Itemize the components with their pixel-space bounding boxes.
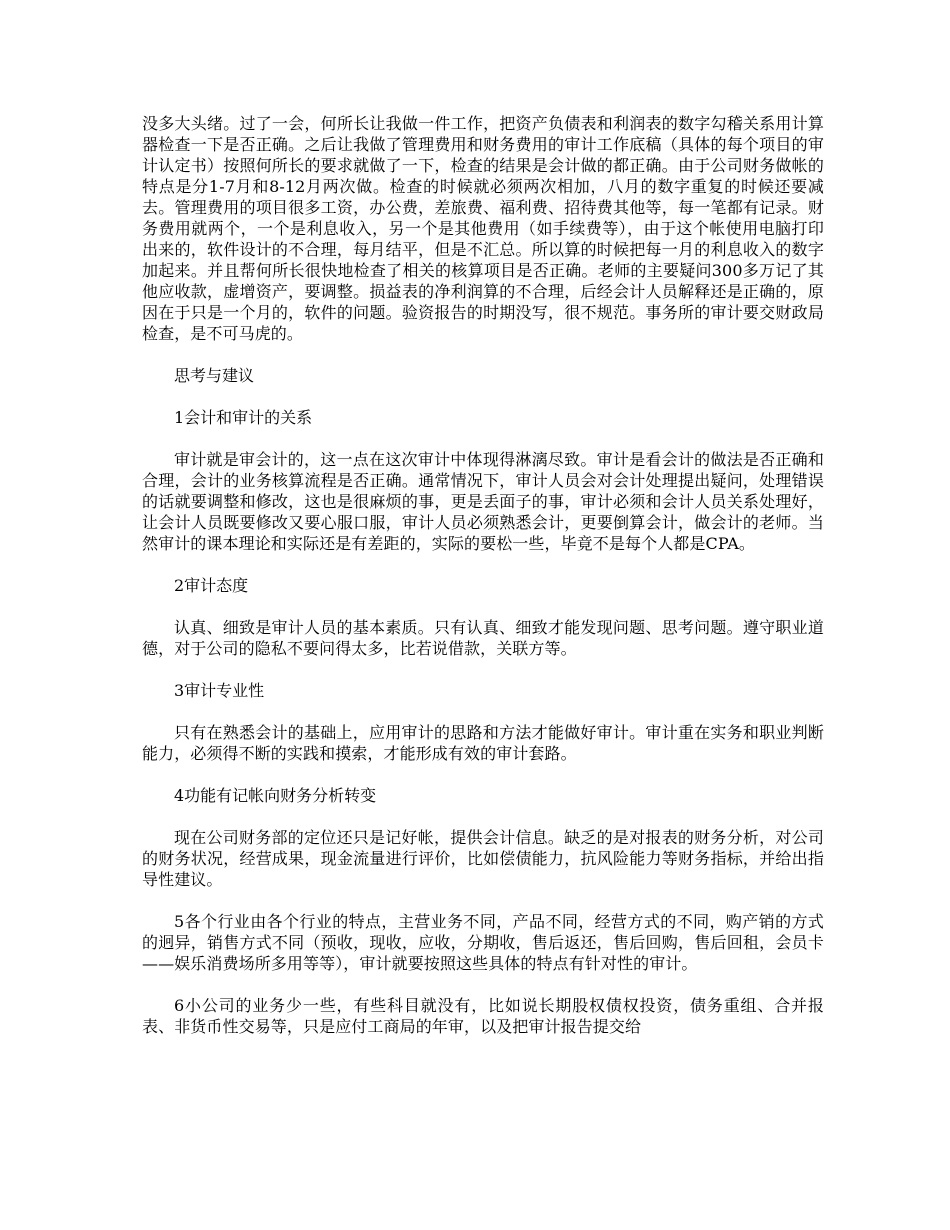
heading-accounting-audit-relation: 1会计和审计的关系 <box>174 408 313 427</box>
heading-reflections: 思考与建议 <box>174 366 255 385</box>
paragraph-audit-attitude: 认真、细致是审计人员的基本素质。只有认真、细致才能发现问题、思考问题。遵守职业道德，对于公司的隐私不要问得太多，比若说借款，关联方等。 <box>142 618 824 658</box>
heading-audit-attitude: 2审计态度 <box>174 576 249 595</box>
heading-audit-professionalism: 3审计专业性 <box>174 681 265 700</box>
document-page <box>142 113 824 1058</box>
paragraph-function-shift: 现在公司财务部的定位还只是记好帐，提供会计信息。缺乏的是对报表的财务分析，对公司的财务状况，经营成果，现金流量进行评价，比如偿债能力，抗风险能力等财务指标，并给出指导性建议。 <box>142 828 824 889</box>
paragraph-accounting-audit-relation: 审计就是审会计的，这一点在这次审计中体现得淋漓尽致。审计是看会计的做法是否正确和合理，会计的业务核算流程是否正确。通常情况下，审计人员会对会计处理提出疑问，处理错误的话就要调整和修改，这也是很麻烦的事，更是丢面子的事，审计必须和会计人员关系处理好，让会计人员既要修改又要心服口服，审计人员必须熟悉会计，更要倒算会计，做会计的老师。当然审计的课本理论和实际还是有差距的，实际的要松一些，毕竟不是每个人都是CPA。 <box>142 450 824 553</box>
heading-function-shift: 4功能有记帐向财务分析转变 <box>174 786 377 805</box>
paragraph-intro-continued: 没多大头绪。过了一会，何所长让我做一件工作，把资产负债表和利润表的数字勾稽关系用计算器检查一下是否正确。之后让我做了管理费用和财务费用的审计工作底稿（具体的每个项目的审计认定书）按照何所长的要求就做了一下，检查的结果是会计做的都正确。由于公司财务做帐的特点是分1-7月和8-12月两次做。检查的时候就必须两次相加，八月的数字重复的时候还要减去。管理费用的项目很多工资，办公费，差旅费、福利费、招待费其他等，每一笔都有记录。财务费用就两个，一个是利息收入，另一个是其他费用（如手续费等），由于这个帐使用电脑打印出来的，软件设计的不合理，每月结平，但是不汇总。所以算的时候把每一月的利息收入的数字加起来。并且帮何所长很快地检查了相关的核算项目是否正确。老师的主要疑问300多万记了其他应收款，虚增资产，要调整。损益表的净利润算的不合理，后经会计人员解释还是正确的，原因在于只是一个月的，软件的问题。验资报告的时期没写，很不规范。事务所的审计要交财政局检查，是不可马虎的。 <box>142 114 824 343</box>
paragraph-industry-characteristics: 5各个行业由各个行业的特点，主营业务不同，产品不同，经营方式的不同，购产销的方式的迥异，销售方式不同（预收，现收，应收，分期收，售后返还，售后回购，售后回租，会员卡——娱乐消费场所多用等等），审计就要按照这些具体的特点有针对性的审计。 <box>142 912 824 973</box>
paragraph-small-company: 6小公司的业务少一些，有些科目就没有，比如说长期股权债权投资，债务重组、合并报表、非货币性交易等，只是应付工商局的年审，以及把审计报告提交给 <box>142 996 824 1036</box>
paragraph-audit-professionalism: 只有在熟悉会计的基础上，应用审计的思路和方法才能做好审计。审计重在实务和职业判断能力，必须得不断的实践和摸索，才能形成有效的审计套路。 <box>142 723 824 763</box>
